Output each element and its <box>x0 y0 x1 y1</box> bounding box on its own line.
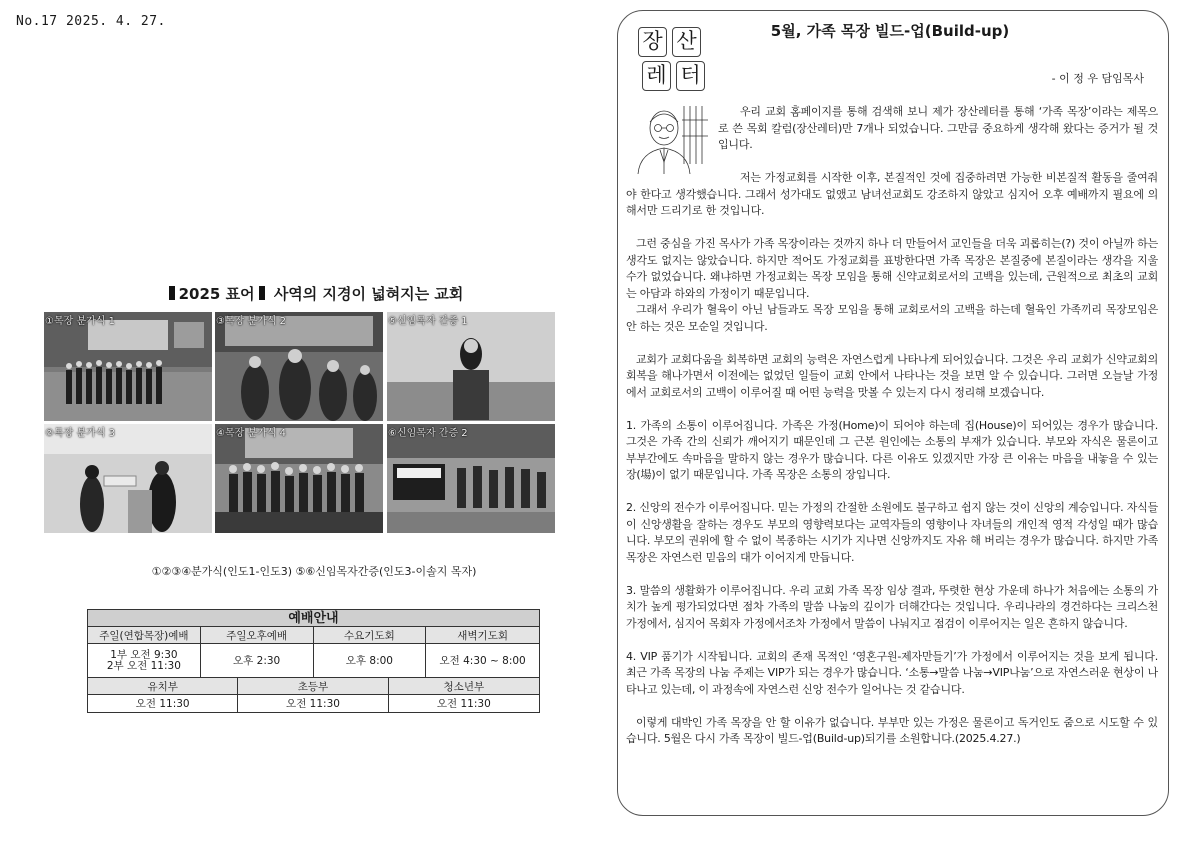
photo-split-3-image <box>44 424 212 533</box>
afternoon-service-time: 오후 2:30 <box>201 644 314 677</box>
department-header-row <box>88 678 539 695</box>
service-header-row <box>88 627 539 644</box>
column-article <box>626 104 1158 748</box>
pastor-portrait <box>626 104 718 176</box>
photo-split-1-image <box>44 312 212 421</box>
table-header: 수요기도회 <box>314 627 427 643</box>
table-header: 주일(연합목장)예배 <box>88 627 201 643</box>
gallery-caption: ①②③④분가식(인도1-인도3) ⑤⑥신임목자간증(인도3-이솔지 목자) <box>151 565 477 578</box>
table-header: 초등부 <box>238 678 388 694</box>
photo-testimony-2 <box>387 424 555 533</box>
service-times-row <box>88 644 539 678</box>
photo-caption: ④목장 분가식 4 <box>216 428 286 439</box>
photo-testimony-1-image <box>387 312 555 421</box>
table-header: 유치부 <box>88 678 238 694</box>
title-bar-left <box>169 286 175 300</box>
sunday-service-times <box>88 644 201 677</box>
photo-caption: ②목장 분가식 3 <box>45 428 115 439</box>
article-paragraph: 4. VIP 품기가 시작됩니다. 교회의 존재 목적인 ‘영혼구원-제자만들기’가 가정에서 이루어지는 것을 보게 됩니다. 최근 가족 목장의 나눔 주제는 VIP가 되는 경우가 많습니다. ‘소통→말씀 나눔→VIP나눔’으로 자연스러운 현상이 나타나고 있는데, 이 과정속에 자연스런 신앙 전수가 일어나는 것 같습니다. <box>626 649 1158 696</box>
photo-split-2-image <box>215 312 383 421</box>
photo-split-3 <box>44 424 212 533</box>
photo-testimony-2-image <box>387 424 555 533</box>
table-header: 새벽기도회 <box>426 627 539 643</box>
table-cell: 오전 11:30 <box>436 698 491 710</box>
gallery-title <box>44 283 584 304</box>
photo-split-4 <box>215 424 383 533</box>
photo-split-1 <box>44 312 212 421</box>
sunday-first-service: 1부 오전 9:30 <box>110 648 178 661</box>
table-cell: 오전 11:30 <box>88 695 238 712</box>
department-times-row <box>88 695 539 712</box>
table-header: 청소년부 <box>389 678 539 694</box>
sunday-second-service: 2부 오전 11:30 <box>106 659 181 672</box>
photo-caption: ③목장 분가식 2 <box>216 316 286 327</box>
title-bar-right <box>259 286 265 300</box>
article-paragraph: 우리 교회 홈페이지를 통해 검색해 보니 제가 장산레터를 통해 ‘가족 목장’이라는 제목으로 쓴 목회 칼럼(장산레터)만 7개나 되었습니다. 그만큼 중요하게 생각해 왔다는 증거가 될 것입니다. <box>718 105 1158 151</box>
logo-char: 레 <box>642 61 671 91</box>
article-paragraph: 2. 신앙의 전수가 이루어집니다. 믿는 가정의 간절한 소원에도 불구하고 쉽지 않는 것이 신앙의 계승입니다. 자식들이 신앙생활을 잘하는 경우도 부모의 영향력보다는 교역자들의 영향이나 자녀들의 개인적 영적 각성일 때가 많습니다. 부모의 권위에 할 수 없이 복종하는 시기가 지나면 신앙까지도 자유 해 버리는 경우가 많습니다. 하지만 가족 목장은 자연스런 믿음의 대가 이어지게 만듭니다. <box>626 501 1159 564</box>
column-title: 5월, 가족 목장 빌드-업(Build-up) <box>770 22 1010 40</box>
logo-char: 장 <box>638 27 667 57</box>
photo-split-4-image <box>215 424 383 533</box>
motto-text: 사역의 지경이 넓혀지는 교회 <box>273 285 464 303</box>
issue-date: No.17 2025. 4. 27. <box>16 14 166 29</box>
article-paragraph: 이렇게 대박인 가족 목장을 안 할 이유가 없습니다. 부부만 있는 가정은 물론이고 독거인도 줌으로 시도할 수 있습니다. 5월은 다시 가족 목장이 빌드-업(Build-up)되기를 소원합니다.(2025.4.27.) <box>626 715 1158 745</box>
photo-caption: ⑥신임목자 간증 2 <box>388 428 468 439</box>
table-header: 주일오후예배 <box>201 627 314 643</box>
column-author: - 이 정 우 담임목사 <box>1051 72 1144 85</box>
dawn-prayer-time: 오전 4:30 ~ 8:00 <box>439 655 526 667</box>
table-cell: 오전 11:30 <box>238 695 388 712</box>
photo-testimony-1 <box>387 312 555 421</box>
photo-caption: ⑤신임목자 간증 1 <box>388 316 468 327</box>
photo-split-2 <box>215 312 383 421</box>
service-times-table <box>87 609 540 713</box>
pastor-portrait-sketch <box>626 104 712 176</box>
service-times-title: 예배안내 <box>88 610 539 627</box>
wednesday-prayer-time: 오후 8:00 <box>314 644 427 677</box>
article-paragraph: 1. 가족의 소통이 이루어집니다. 가족은 가정(Home)이 되어야 하는데 집(House)이 되어있는 경우가 많습니다. 그것은 가족 간의 신뢰가 깨어지기 때문인데 그 근본 원인에는 소통의 부재가 있습니다. 부모와 자식은 물론이고 부부간에도 속마음을 말하지 않는 경우가 많습니다. 다른 이유도 있겠지만 가장 큰 이유는 마음을 내놓을 수 있는 장(場)이 없기 때문입니다. 가족 목장은 소통의 장입니다. <box>626 418 1158 481</box>
motto-label: 2025 표어 <box>178 285 255 303</box>
photo-caption: ①목장 분가식 1 <box>45 316 115 327</box>
article-paragraph: 3. 말씀의 생활화가 이루어집니다. 우리 교회 가족 목장 임상 결과, 뚜렷한 현상 가운데 하나가 처음에는 소통의 가치가 높게 평가되었다면 점차 가족의 말씀 나눔의 깊이가 더해간다는 것입니다. 우리나라의 경건하다는 크리스천 가정에서, 심지어 목회자 가정에서조차 가정에서 말씀이 나눠지고 점검이 이루어지는 일은 흔하지 않습니다. <box>626 583 1158 630</box>
article-paragraph: 그래서 우리가 혈육이 아닌 남들과도 목장 모임을 통해 교회로서의 고백을 하는데 혈육인 가족끼리 목장모임은 안 하는 것은 모순일 것입니다. <box>626 303 1158 333</box>
logo-char: 터 <box>676 61 705 91</box>
article-paragraph: 교회가 교회다움을 회복하면 교회의 능력은 자연스럽게 나타나게 되어있습니다. 그것은 우리 교회가 신약교회의 회복을 해나가면서 이전에는 없었던 일들이 교회 안에서 나타나는 것을 보면 알 수 있습니다. 그러면 오늘날 가정에서 교회로서의 고백이 이루어질 때 어떤 능력을 맛볼 수 있는지 다시 정리해 보겠습니다. <box>626 352 1158 399</box>
logo-char: 산 <box>672 27 701 57</box>
article-paragraph: 그런 중심을 가진 목사가 가족 목장이라는 것까지 하나 더 만들어서 교인들을 더욱 괴롭히는(?) 것이 아닐까 하는 생각도 없지는 않았습니다. 하지만 적어도 가정교회를 표방한다면 가족 목장은 본질중에 본질이라는 생각을 지울 수가 없었습니다. 왜냐하면 가정교회는 목장 모임을 통해 신약교회로서의 고백을 있는데, 근원적으로 최초의 교회는 아담과 하와의 가정이기 때문입니다. <box>626 237 1159 300</box>
article-paragraph: 저는 가정교회를 시작한 이후, 본질적인 것에 집중하려면 가능한 비본질적 활동을 줄여줘야 한다고 생각했습니다. 그래서 성가대도 없앴고 남녀선교회도 강조하지 않았고 심지어 오후 예배까지 필요에 의해서만 드리기로 한 것입니다. <box>626 171 1158 217</box>
